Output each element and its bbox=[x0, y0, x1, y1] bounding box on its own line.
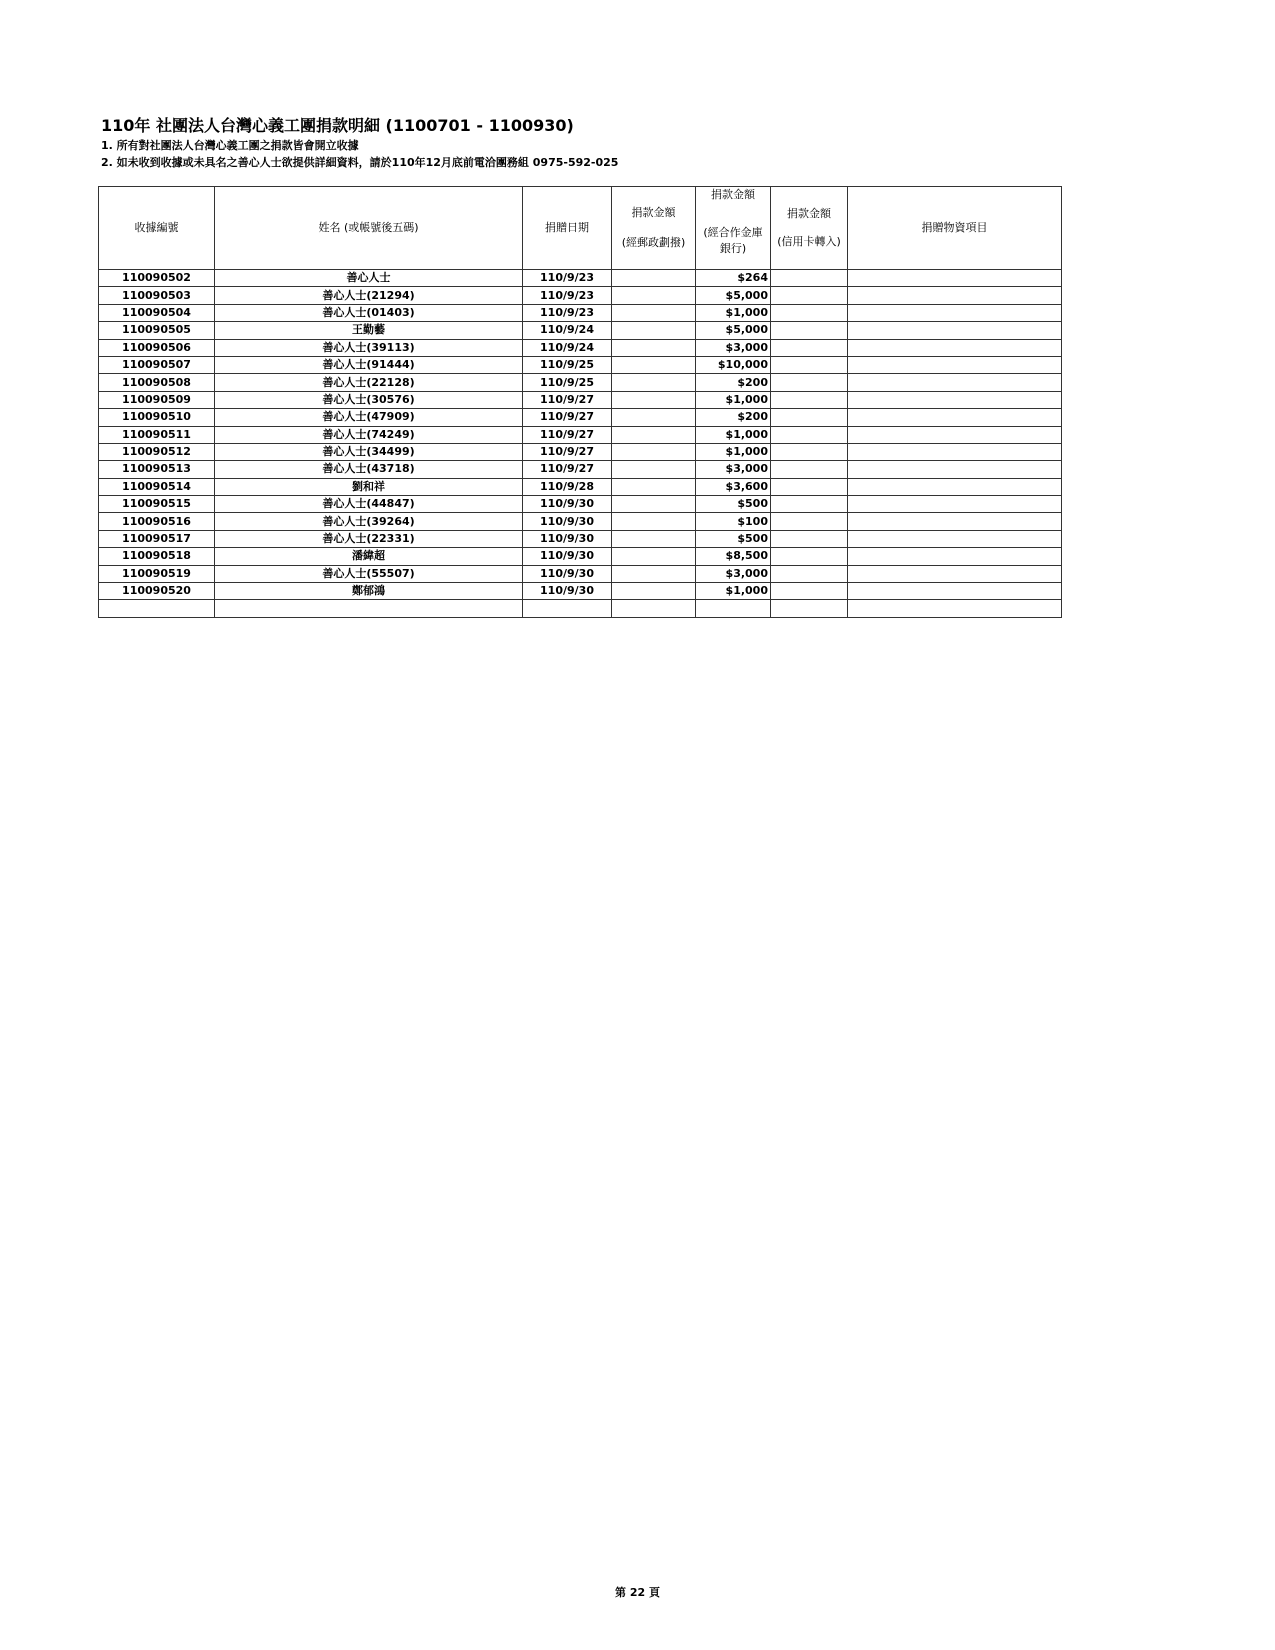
cell-name: 善心人士(55507) bbox=[215, 565, 523, 582]
cell-postal bbox=[612, 583, 696, 600]
cell-goods bbox=[848, 270, 1062, 287]
table-row bbox=[99, 496, 1062, 513]
cell-name: 王勤藝 bbox=[215, 322, 523, 339]
header-coop-amount bbox=[696, 187, 771, 270]
cell-name: 善心人士(43718) bbox=[215, 461, 523, 478]
cell-postal bbox=[612, 548, 696, 565]
header-card-amount bbox=[771, 187, 848, 270]
cell-card bbox=[771, 478, 848, 495]
cell-goods bbox=[848, 548, 1062, 565]
cell-coop: $3,000 bbox=[696, 565, 771, 582]
cell-postal bbox=[612, 270, 696, 287]
cell-date: 110/9/30 bbox=[523, 513, 612, 530]
table-header-row bbox=[99, 187, 1062, 270]
table-row bbox=[99, 356, 1062, 373]
cell-date: 110/9/25 bbox=[523, 374, 612, 391]
donation-rows bbox=[99, 270, 1062, 618]
cell-card bbox=[771, 270, 848, 287]
cell-goods bbox=[848, 391, 1062, 408]
cell-postal bbox=[612, 496, 696, 513]
cell-card bbox=[771, 304, 848, 321]
table-row bbox=[99, 339, 1062, 356]
cell-card bbox=[771, 322, 848, 339]
cell-date: 110/9/25 bbox=[523, 356, 612, 373]
table-row bbox=[99, 461, 1062, 478]
cell-name: 鄭郁鴻 bbox=[215, 583, 523, 600]
header-card-top: 捐款金額 bbox=[787, 207, 831, 220]
cell-postal bbox=[612, 478, 696, 495]
cell-name bbox=[215, 600, 523, 617]
cell-receipt-no bbox=[99, 600, 215, 617]
cell-coop: $1,000 bbox=[696, 583, 771, 600]
cell-card bbox=[771, 496, 848, 513]
cell-card bbox=[771, 530, 848, 547]
cell-receipt-no: 110090505 bbox=[99, 322, 215, 339]
cell-receipt-no: 110090506 bbox=[99, 339, 215, 356]
table-row bbox=[99, 513, 1062, 530]
cell-postal bbox=[612, 600, 696, 617]
cell-postal bbox=[612, 339, 696, 356]
cell-date: 110/9/27 bbox=[523, 391, 612, 408]
cell-card bbox=[771, 461, 848, 478]
cell-postal bbox=[612, 565, 696, 582]
cell-coop: $200 bbox=[696, 409, 771, 426]
cell-card bbox=[771, 548, 848, 565]
cell-card bbox=[771, 356, 848, 373]
header-postal-amount bbox=[612, 187, 696, 270]
cell-postal bbox=[612, 443, 696, 460]
cell-card bbox=[771, 565, 848, 582]
donation-table bbox=[98, 186, 1062, 618]
table-row bbox=[99, 565, 1062, 582]
cell-receipt-no: 110090511 bbox=[99, 426, 215, 443]
cell-coop: $5,000 bbox=[696, 322, 771, 339]
cell-postal bbox=[612, 287, 696, 304]
cell-card bbox=[771, 426, 848, 443]
cell-receipt-no: 110090520 bbox=[99, 583, 215, 600]
cell-date: 110/9/30 bbox=[523, 496, 612, 513]
cell-goods bbox=[848, 565, 1062, 582]
cell-postal bbox=[612, 391, 696, 408]
cell-name: 劉和祥 bbox=[215, 478, 523, 495]
header-name: 姓名 (或帳號後五碼) bbox=[215, 187, 523, 270]
cell-name: 善心人士(30576) bbox=[215, 391, 523, 408]
cell-goods bbox=[848, 356, 1062, 373]
table-row bbox=[99, 374, 1062, 391]
cell-goods bbox=[848, 513, 1062, 530]
cell-coop: $1,000 bbox=[696, 443, 771, 460]
cell-date: 110/9/24 bbox=[523, 339, 612, 356]
cell-receipt-no: 110090503 bbox=[99, 287, 215, 304]
cell-receipt-no: 110090504 bbox=[99, 304, 215, 321]
cell-date: 110/9/30 bbox=[523, 530, 612, 547]
header-coop-bottom: (經合作金庫銀行) bbox=[703, 226, 763, 255]
cell-receipt-no: 110090516 bbox=[99, 513, 215, 530]
cell-name: 善心人士(44847) bbox=[215, 496, 523, 513]
cell-date: 110/9/23 bbox=[523, 304, 612, 321]
cell-name: 善心人士(21294) bbox=[215, 287, 523, 304]
cell-postal bbox=[612, 513, 696, 530]
cell-name: 善心人士(91444) bbox=[215, 356, 523, 373]
cell-card bbox=[771, 583, 848, 600]
cell-name: 潘緯超 bbox=[215, 548, 523, 565]
cell-card bbox=[771, 513, 848, 530]
cell-date: 110/9/30 bbox=[523, 565, 612, 582]
cell-name: 善心人士 bbox=[215, 270, 523, 287]
cell-receipt-no: 110090512 bbox=[99, 443, 215, 460]
cell-coop: $3,600 bbox=[696, 478, 771, 495]
header-postal-bottom: (經郵政劃撥) bbox=[621, 236, 686, 249]
cell-card bbox=[771, 374, 848, 391]
cell-coop: $3,000 bbox=[696, 461, 771, 478]
table-row bbox=[99, 530, 1062, 547]
cell-goods bbox=[848, 287, 1062, 304]
cell-card bbox=[771, 391, 848, 408]
cell-receipt-no: 110090507 bbox=[99, 356, 215, 373]
table-row bbox=[99, 426, 1062, 443]
cell-coop: $1,000 bbox=[696, 391, 771, 408]
cell-coop: $3,000 bbox=[696, 339, 771, 356]
cell-goods bbox=[848, 583, 1062, 600]
table-row bbox=[99, 443, 1062, 460]
cell-date: 110/9/30 bbox=[523, 548, 612, 565]
cell-goods bbox=[848, 478, 1062, 495]
table-row bbox=[99, 583, 1062, 600]
header-date: 捐贈日期 bbox=[523, 187, 612, 270]
table-row bbox=[99, 322, 1062, 339]
header-coop-top: 捐款金額 bbox=[711, 188, 755, 201]
cell-name: 善心人士(01403) bbox=[215, 304, 523, 321]
cell-name: 善心人士(47909) bbox=[215, 409, 523, 426]
cell-receipt-no: 110090515 bbox=[99, 496, 215, 513]
cell-goods bbox=[848, 426, 1062, 443]
cell-name: 善心人士(39113) bbox=[215, 339, 523, 356]
cell-coop: $200 bbox=[696, 374, 771, 391]
cell-receipt-no: 110090502 bbox=[99, 270, 215, 287]
note-contact-info: 2. 如未收到收據或未具名之善心人士欲提供詳細資料，請於110年12月底前電洽團務組 0975-592-025 bbox=[101, 156, 619, 169]
cell-postal bbox=[612, 304, 696, 321]
cell-date bbox=[523, 600, 612, 617]
cell-coop: $1,000 bbox=[696, 426, 771, 443]
cell-card bbox=[771, 339, 848, 356]
cell-card bbox=[771, 443, 848, 460]
header-card-bottom: (信用卡轉入) bbox=[777, 235, 841, 248]
cell-coop: $100 bbox=[696, 513, 771, 530]
page-number: 第 22 頁 bbox=[615, 1586, 660, 1599]
table-row bbox=[99, 409, 1062, 426]
cell-coop: $5,000 bbox=[696, 287, 771, 304]
cell-coop: $8,500 bbox=[696, 548, 771, 565]
cell-name: 善心人士(34499) bbox=[215, 443, 523, 460]
cell-date: 110/9/27 bbox=[523, 426, 612, 443]
cell-goods bbox=[848, 409, 1062, 426]
cell-goods bbox=[848, 322, 1062, 339]
cell-goods bbox=[848, 443, 1062, 460]
cell-goods bbox=[848, 304, 1062, 321]
cell-goods bbox=[848, 461, 1062, 478]
cell-name: 善心人士(22128) bbox=[215, 374, 523, 391]
cell-date: 110/9/30 bbox=[523, 583, 612, 600]
cell-postal bbox=[612, 374, 696, 391]
cell-date: 110/9/23 bbox=[523, 287, 612, 304]
cell-receipt-no: 110090518 bbox=[99, 548, 215, 565]
cell-postal bbox=[612, 322, 696, 339]
cell-card bbox=[771, 600, 848, 617]
cell-postal bbox=[612, 530, 696, 547]
header-goods: 捐贈物資項目 bbox=[848, 187, 1062, 270]
table-row bbox=[99, 391, 1062, 408]
page-title: 110年 社團法人台灣心義工團捐款明細 (1100701 - 1100930) bbox=[101, 116, 574, 135]
cell-goods bbox=[848, 530, 1062, 547]
cell-date: 110/9/27 bbox=[523, 443, 612, 460]
cell-goods bbox=[848, 374, 1062, 391]
cell-date: 110/9/27 bbox=[523, 461, 612, 478]
note-receipt-policy: 1. 所有對社團法人台灣心義工團之捐款皆會開立收據 bbox=[101, 139, 359, 152]
header-postal-top: 捐款金額 bbox=[631, 206, 676, 219]
cell-coop: $500 bbox=[696, 496, 771, 513]
cell-receipt-no: 110090514 bbox=[99, 478, 215, 495]
cell-receipt-no: 110090508 bbox=[99, 374, 215, 391]
cell-coop: $264 bbox=[696, 270, 771, 287]
cell-name: 善心人士(74249) bbox=[215, 426, 523, 443]
table-row bbox=[99, 304, 1062, 321]
cell-postal bbox=[612, 356, 696, 373]
cell-coop bbox=[696, 600, 771, 617]
cell-name: 善心人士(39264) bbox=[215, 513, 523, 530]
cell-receipt-no: 110090510 bbox=[99, 409, 215, 426]
table-row bbox=[99, 287, 1062, 304]
cell-name: 善心人士(22331) bbox=[215, 530, 523, 547]
cell-date: 110/9/27 bbox=[523, 409, 612, 426]
table-row bbox=[99, 478, 1062, 495]
cell-receipt-no: 110090509 bbox=[99, 391, 215, 408]
table-row bbox=[99, 548, 1062, 565]
cell-postal bbox=[612, 461, 696, 478]
cell-goods bbox=[848, 496, 1062, 513]
cell-receipt-no: 110090517 bbox=[99, 530, 215, 547]
table-row bbox=[99, 270, 1062, 287]
cell-receipt-no: 110090519 bbox=[99, 565, 215, 582]
cell-coop: $10,000 bbox=[696, 356, 771, 373]
cell-card bbox=[771, 409, 848, 426]
cell-coop: $500 bbox=[696, 530, 771, 547]
header-receipt-no: 收據編號 bbox=[99, 187, 215, 270]
cell-date: 110/9/24 bbox=[523, 322, 612, 339]
cell-postal bbox=[612, 409, 696, 426]
table-row bbox=[99, 600, 1062, 617]
cell-receipt-no: 110090513 bbox=[99, 461, 215, 478]
cell-goods bbox=[848, 339, 1062, 356]
cell-goods bbox=[848, 600, 1062, 617]
cell-postal bbox=[612, 426, 696, 443]
cell-date: 110/9/23 bbox=[523, 270, 612, 287]
cell-coop: $1,000 bbox=[696, 304, 771, 321]
cell-date: 110/9/28 bbox=[523, 478, 612, 495]
cell-card bbox=[771, 287, 848, 304]
